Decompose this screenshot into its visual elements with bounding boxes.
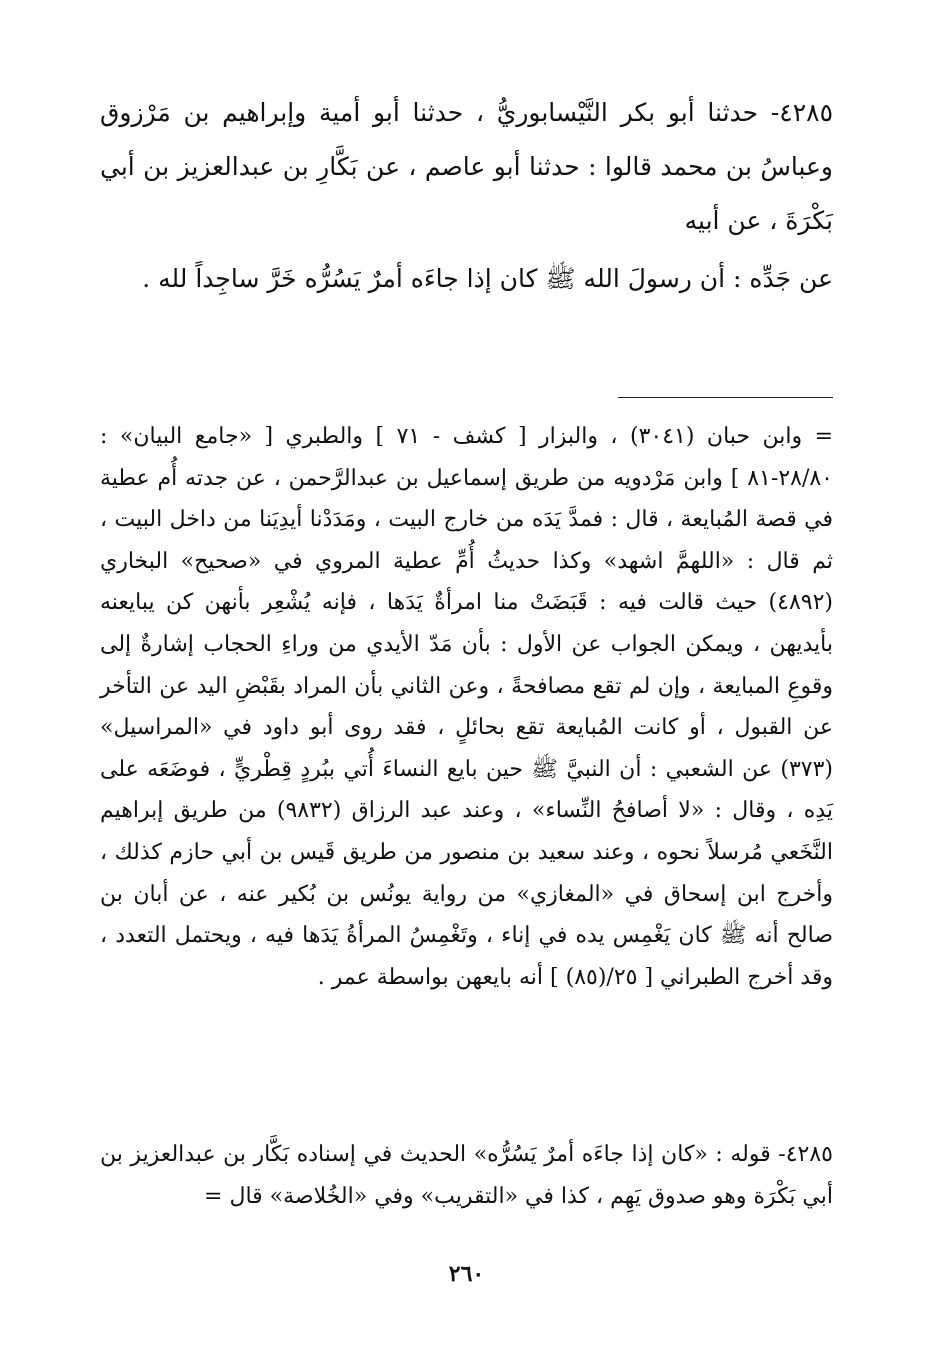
footnote-continued: = وابن حبان (٣٠٤١) ، والبزار [ كشف - ٧١ ] والطبري [ «جامع البيان» : ٢٨/٨٠-٨١ ] وابن مَرْدويه من طريق إسماعيل بن عبدالرَّحمن ، عن جدته أُم عطية في قصة المُبايعة ، قال : فمدَّ يَدَه من خارج البيت ، ومَدَدْنا أيدِيَنا من داخل البيت ، ثم قال : «اللهمَّ اشهد» وكذا حديثُ أُمِّ عطية المروي في «صحيح» البخاري (٤٨٩٢) حيث قالت فيه : قَبَضَتْ منا امرأةٌ يَدَها ، فإنه يُشْعِر بأنهن كن يبايعنه بأيديهن ، ويمكن الجواب عن الأول : بأن مَدّ الأيدي من وراءِ الحجاب إشارةٌ إلى وقوعِ المبايعة ، وإن لم تقع مصافحةً ، وعن الثاني بأن المراد بقَبْضِ اليد عن التأخر عن القبول ، أو كانت المُبايعة تقع بحائلٍ ، فقد روى أبو داود في «المراسيل» (٣٧٣) عن الشعبي : أن النبيَّ ﷺ حين بايع النساءَ أُتي ببُردٍ قِطْريٍّ ، فوضَعَه على يَدِه ، وقال : «لا أصافحُ النِّساء» ، وعند عبد الرزاق (٩٨٣٢) من طريق إبراهيم النَّخَعي مُرسلاً نحوه ، وعند سعيد بن منصور من طريق قَيس بن أبي حازم كذلك ، وأخرج ابن إسحاق في «المغازي» من رواية يونُس بن بُكير عنه ، عن أبان بن صالح أنه ﷺ كان يَغْمِس يده في إناء ، وتَغْمِسُ المرأةُ يَدَها فيه ، ويحتمل التعدد ، وقد أخرج الطبراني [ ٢٥/(٨٥) ] أنه بايعهن بواسطة عمر . bbox=[100, 424, 833, 990]
hadith-matn-paragraph: عن جَدِّه : أن رسولَ الله ﷺ كان إذا جاءَه أمرٌ يَسُرُّه خَرَّ ساجِداً لله . bbox=[142, 264, 833, 293]
footnote-separator bbox=[618, 397, 833, 398]
footnotes bbox=[100, 416, 833, 1224]
main-text bbox=[100, 86, 833, 360]
page bbox=[100, 86, 833, 1316]
footnote-4285: ٤٢٨٥- قوله : «كان إذا جاءَه أمرٌ يَسُرُّه» الحديث في إسناده بَكَّار بن عبدالعزيز بن أبي بَكْرَة وهو صدوق يَهِم ، كذا في «التقريب» وفي «الخُلاصة» قال = bbox=[100, 1142, 833, 1209]
page-number: ٢٦٠ bbox=[448, 1261, 485, 1287]
hadith-isnad-paragraph: ٤٢٨٥- حدثنا أبو بكر النَّيْسابوريُّ ، حدثنا أبو أمية وإبراهيم بن مَرْزوق وعباسُ بن محمد قالوا : حدثنا أبو عاصم ، عن بَكَّارِ بن عبدالعزيز بن أبي بَكْرَةَ ، عن أبيه bbox=[100, 98, 833, 235]
